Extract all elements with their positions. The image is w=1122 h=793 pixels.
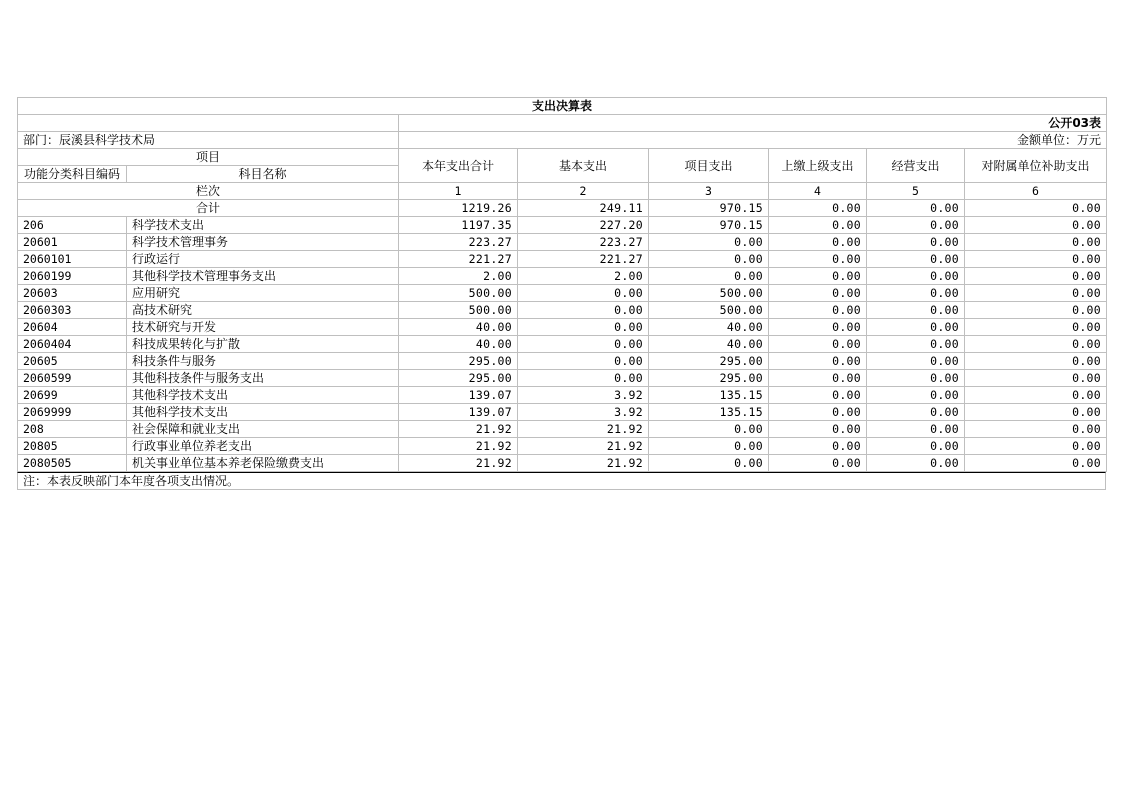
- report-title: 支出决算表: [18, 98, 1107, 115]
- row-value: 0.00: [965, 421, 1107, 438]
- row-value: 0.00: [518, 370, 649, 387]
- row-value: 0.00: [769, 353, 867, 370]
- table-row: [18, 319, 1107, 336]
- row-value: 0.00: [769, 421, 867, 438]
- header-basic: 基本支出: [518, 149, 649, 183]
- unit-label: 金额单位：万元: [399, 132, 1107, 149]
- expenditure-report-sheet: [17, 97, 1106, 490]
- row-name: 其他科学技术支出: [127, 387, 399, 404]
- row-name: 科学技术管理事务: [127, 234, 399, 251]
- row-value: 21.92: [399, 455, 518, 472]
- row-value: 0.00: [965, 251, 1107, 268]
- row-value: 0.00: [867, 404, 965, 421]
- row-value: 40.00: [649, 336, 769, 353]
- row-value: 0.00: [769, 217, 867, 234]
- row-value: 21.92: [518, 421, 649, 438]
- row-code: 206: [18, 217, 127, 234]
- row-value: 0.00: [965, 336, 1107, 353]
- row-value: 0.00: [867, 421, 965, 438]
- row-code: 2060101: [18, 251, 127, 268]
- row-value: 0.00: [518, 336, 649, 353]
- row-name: 高技术研究: [127, 302, 399, 319]
- row-code: 2069999: [18, 404, 127, 421]
- row-value: 135.15: [649, 404, 769, 421]
- row-value: 0.00: [769, 319, 867, 336]
- total-value: 249.11: [518, 200, 649, 217]
- row-value: 500.00: [649, 285, 769, 302]
- column-number: 6: [965, 183, 1107, 200]
- row-value: 1197.35: [399, 217, 518, 234]
- row-code: 20699: [18, 387, 127, 404]
- row-value: 40.00: [399, 336, 518, 353]
- row-value: 40.00: [649, 319, 769, 336]
- row-value: 2.00: [518, 268, 649, 285]
- column-number: 4: [769, 183, 867, 200]
- row-value: 40.00: [399, 319, 518, 336]
- expenditure-table: [17, 97, 1107, 472]
- table-row: [18, 421, 1107, 438]
- row-value: 500.00: [649, 302, 769, 319]
- row-value: 500.00: [399, 285, 518, 302]
- row-value: 0.00: [965, 438, 1107, 455]
- column-number: 3: [649, 183, 769, 200]
- column-number: 5: [867, 183, 965, 200]
- table-row: [18, 370, 1107, 387]
- row-code: 20604: [18, 319, 127, 336]
- row-value: 139.07: [399, 387, 518, 404]
- row-value: 0.00: [649, 251, 769, 268]
- row-value: 0.00: [867, 387, 965, 404]
- header-project: 项目: [18, 149, 399, 166]
- row-code: 20605: [18, 353, 127, 370]
- row-value: 0.00: [649, 455, 769, 472]
- row-name: 应用研究: [127, 285, 399, 302]
- total-label: 合计: [18, 200, 399, 217]
- table-row: [18, 268, 1107, 285]
- row-name: 社会保障和就业支出: [127, 421, 399, 438]
- row-code: 20805: [18, 438, 127, 455]
- row-value: 3.92: [518, 404, 649, 421]
- row-value: 0.00: [867, 251, 965, 268]
- row-value: 0.00: [769, 336, 867, 353]
- row-value: 223.27: [518, 234, 649, 251]
- table-row: [18, 455, 1107, 472]
- table-row: [18, 387, 1107, 404]
- row-value: 295.00: [399, 370, 518, 387]
- table-row: [18, 234, 1107, 251]
- header-operating: 经营支出: [867, 149, 965, 183]
- form-code: 公开03表: [399, 115, 1107, 132]
- row-value: 0.00: [769, 438, 867, 455]
- row-value: 0.00: [769, 387, 867, 404]
- header-code: 功能分类科目编码: [18, 166, 127, 183]
- table-row: [18, 285, 1107, 302]
- table-row: [18, 302, 1107, 319]
- row-value: 21.92: [518, 455, 649, 472]
- row-name: 其他科学技术支出: [127, 404, 399, 421]
- header-subsidiary: 对附属单位补助支出: [965, 149, 1107, 183]
- row-value: 21.92: [399, 438, 518, 455]
- column-number: 2: [518, 183, 649, 200]
- total-value: 1219.26: [399, 200, 518, 217]
- row-name: 科技成果转化与扩散: [127, 336, 399, 353]
- row-code: 2060599: [18, 370, 127, 387]
- row-value: 3.92: [518, 387, 649, 404]
- row-value: 0.00: [867, 370, 965, 387]
- row-value: 223.27: [399, 234, 518, 251]
- table-row: [18, 353, 1107, 370]
- table-row: [18, 336, 1107, 353]
- row-value: 0.00: [518, 319, 649, 336]
- row-value: 0.00: [769, 370, 867, 387]
- header-total: 本年支出合计: [399, 149, 518, 183]
- total-value: 0.00: [769, 200, 867, 217]
- row-code: 208: [18, 421, 127, 438]
- total-value: 0.00: [867, 200, 965, 217]
- row-value: 227.20: [518, 217, 649, 234]
- header-upper: 上缴上级支出: [769, 149, 867, 183]
- row-value: 0.00: [769, 285, 867, 302]
- row-value: 0.00: [867, 438, 965, 455]
- row-value: 221.27: [518, 251, 649, 268]
- total-value: 970.15: [649, 200, 769, 217]
- row-value: 2.00: [399, 268, 518, 285]
- row-value: 0.00: [965, 268, 1107, 285]
- row-value: 221.27: [399, 251, 518, 268]
- row-name: 科学技术支出: [127, 217, 399, 234]
- table-row: [18, 217, 1107, 234]
- row-value: 0.00: [867, 285, 965, 302]
- row-value: 0.00: [867, 234, 965, 251]
- row-name: 行政运行: [127, 251, 399, 268]
- row-value: 0.00: [518, 302, 649, 319]
- row-value: 0.00: [769, 455, 867, 472]
- row-value: 0.00: [769, 268, 867, 285]
- row-value: 295.00: [649, 353, 769, 370]
- row-code: 2060404: [18, 336, 127, 353]
- row-value: 0.00: [867, 217, 965, 234]
- header-name: 科目名称: [127, 166, 399, 183]
- row-code: 2060199: [18, 268, 127, 285]
- row-name: 机关事业单位基本养老保险缴费支出: [127, 455, 399, 472]
- row-value: 0.00: [965, 455, 1107, 472]
- row-value: 0.00: [965, 370, 1107, 387]
- table-row: [18, 438, 1107, 455]
- row-value: 0.00: [867, 319, 965, 336]
- row-value: 0.00: [649, 234, 769, 251]
- row-value: 0.00: [965, 302, 1107, 319]
- row-value: 0.00: [965, 387, 1107, 404]
- department-label: 部门：辰溪县科学技术局: [18, 132, 399, 149]
- row-value: 295.00: [399, 353, 518, 370]
- row-value: 0.00: [649, 438, 769, 455]
- row-value: 21.92: [518, 438, 649, 455]
- table-row: [18, 251, 1107, 268]
- row-value: 0.00: [649, 421, 769, 438]
- row-name: 其他科技条件与服务支出: [127, 370, 399, 387]
- row-value: 0.00: [769, 234, 867, 251]
- row-value: 0.00: [649, 268, 769, 285]
- row-value: 139.07: [399, 404, 518, 421]
- row-value: 135.15: [649, 387, 769, 404]
- row-value: 21.92: [399, 421, 518, 438]
- row-value: 0.00: [965, 404, 1107, 421]
- row-value: 0.00: [769, 404, 867, 421]
- row-name: 行政事业单位养老支出: [127, 438, 399, 455]
- row-value: 0.00: [965, 319, 1107, 336]
- row-value: 0.00: [867, 336, 965, 353]
- row-value: 0.00: [965, 285, 1107, 302]
- row-name: 其他科学技术管理事务支出: [127, 268, 399, 285]
- column-label: 栏次: [18, 183, 399, 200]
- row-value: 970.15: [649, 217, 769, 234]
- table-note: 注：本表反映部门本年度各项支出情况。: [17, 472, 1106, 490]
- row-value: 0.00: [965, 217, 1107, 234]
- row-code: 2080505: [18, 455, 127, 472]
- row-value: 0.00: [965, 353, 1107, 370]
- row-value: 0.00: [965, 234, 1107, 251]
- total-value: 0.00: [965, 200, 1107, 217]
- row-value: 0.00: [867, 268, 965, 285]
- column-number: 1: [399, 183, 518, 200]
- row-value: 0.00: [769, 302, 867, 319]
- header-project-expense: 项目支出: [649, 149, 769, 183]
- row-value: 0.00: [769, 251, 867, 268]
- row-name: 科技条件与服务: [127, 353, 399, 370]
- row-code: 20603: [18, 285, 127, 302]
- row-value: 0.00: [867, 353, 965, 370]
- row-value: 500.00: [399, 302, 518, 319]
- row-name: 技术研究与开发: [127, 319, 399, 336]
- row-value: 0.00: [867, 455, 965, 472]
- row-value: 0.00: [518, 285, 649, 302]
- row-value: 0.00: [867, 302, 965, 319]
- row-code: 20601: [18, 234, 127, 251]
- table-row: [18, 404, 1107, 421]
- row-value: 0.00: [518, 353, 649, 370]
- row-value: 295.00: [649, 370, 769, 387]
- row-code: 2060303: [18, 302, 127, 319]
